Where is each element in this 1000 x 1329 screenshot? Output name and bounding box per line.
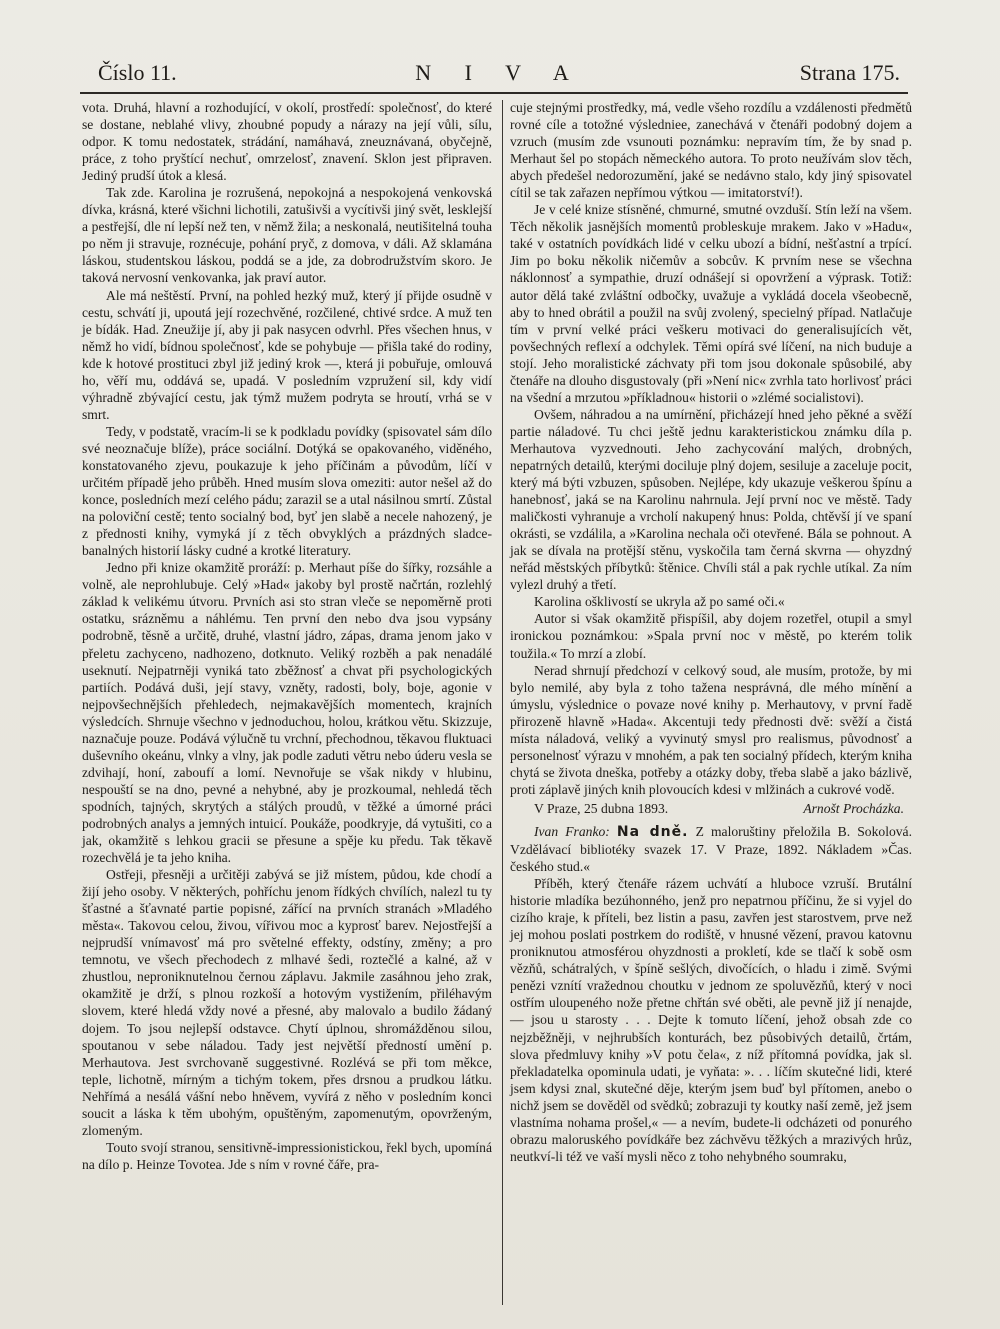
bleed-through-shadow bbox=[520, 1308, 900, 1314]
paragraph: Nerad shrnují předchozí v celkový soud, ale musím, protože, by mi bylo nemilé, aby byla z toho tažena nesprávná, dle mého mínění a úmyslu, výslednice o povaze nové knihy p. Merhautovy, v první řadě přirozeně hlavně »Hada«. Akcentuji tedy přednosti dvě: svěží a čistá místa náladová, veliký a vyvinutý smysl pro realismus, původnosť a personelnosť výrazu v mnohém, a pak ten socialný přídech, kterým kniha chytá se života dneška, potřeby a otázky doby, třeba slabě a jako bázlivě, proti záplavě jiných knih plovoucích kdesi v mlžinách a cukrové vodě. bbox=[510, 662, 912, 797]
review-heading bbox=[510, 823, 912, 875]
paragraph: Tedy, v podstatě, vracím-li se k podkladu povídky (spisovatel sám dílo své neoznačuje blíže), práce sociální. Dotýká se opakovaného, viděného, konstatovaného zjevu, poukazuje k jeho příčinám a původům, líčí v určitém případě jeho průběh. Hned musím slova omeziti: autor nešel až do konce, posledních mezí celého pádu; zarazil se a utal násilnou smrtí. Zůstal na poloviční cestě; tento socialný bod, byť jen slabě a necele nahozený, je z přednosti knihy, vymyká jí z těch obvyklých a prázdných sladce-banalných historií lásky cudné a krotké literatury. bbox=[82, 423, 492, 559]
paragraph: Touto svojí stranou, sensitivně-impressionistickou, řekl bych, upomíná na dílo p. Heinze Tovotea. Jde s ním v rovné čáře, pra- bbox=[82, 1139, 492, 1172]
header-rule bbox=[80, 92, 908, 94]
paragraph: vota. Druhá, hlavní a rozhodující, v okolí, prostředí: společnosť, do které se dostane, neblahé vlivy, zhoubné popudy a nárazy na její vůli, sílu, odpor. K tomu nedostatek, strádání, namáhavá, zneuznávaná, obyčejně, práce, z toho pryštící nechuť, omrzelosť, znavení. Sklon jest připraven. Jediný prudší útok a klesá. bbox=[82, 100, 492, 184]
paragraph: Ostřeji, přesněji a určitěji zabývá se již místem, půdou, kde chodí a žijí jeho osoby. V některých, pohříchu jenom řídkých chvílích, nalezl tu ty šťastné a šťavnaté partie popisné, zářící na prvních stranách »Mladého města«. Takovou celou, živou, vířivou moc a kyprosť barev. Nejostřejší a nejprudší vnímavosť má pro světelné effekty, odstíny, změny; a pro temnotu, ve všech přechodech z mlhavé šedi, roztečlé a kalné, až v zhustlou, neproniknutelnou černou záplavu. Jakmile zasáhnou jeho zrak, okamžitě je drží, s plnou rozkoší a hotovým vystižením, přiléhavým slovem, které hledá vždy nové a přesné, aby malovalo a budilo žádaný dojem. To jsou nejlepší odstavce. Chytí úplnou, shromážděnou silou, spoutanou v sebe náladou. Tady jest největší předností umění p. Merhautova. Jest svrchovaně suggestivné. Rozlévá se při tom měkce, teple, lichotně, mírným a tichým tokem, přes drsnou a prudkou látku. Nehřímá a nesálá vášní nebo hněvem, vyvírá z něho v posledním konci soucit a láska k těm ubohým, opuštěným, zapomenutým, opovrženým, zlomeným. bbox=[82, 867, 492, 1138]
signature-place-date: V Praze, 25 dubna 1893. bbox=[534, 800, 669, 816]
page-number: Strana 175. bbox=[799, 60, 900, 85]
paragraph: Je v celé knize stísněné, chmurné, smutné ovzduší. Stín leží na všem. Těch několik jasnějších momentů probleskuje mrakem. Jako v »Hadu«, také v ostatních povídkách lidé v celku ubozí a bídní, nešťastní a trpící. Jim po boku několik ničemův a sobcův. K prvním nese se všechna náklonnosť a sympathie, druzí odnášejí si opovržení a výprask. Totiž: autor dělá také zvláštní odbočky, uvažuje a vykládá docela všeobecně, aby to hned obrátil a použil na svůj zvolený, specielný případ. Natlačuje tím v první velké práci veškeru motivaci do generalisujících vět, povšechných reflexí a odchylek. Těmi opírá své líčení, na nich buduje a stojí. Jeho moralistické záchvaty při tom jsou dokonale spůsobilé, aby čtenáře na dlouho disgustovaly (při »Není nic« zvrhla tato horlivosť práci na všední a mrzutou »příkladnou« historii o »zlémé socialistovi). bbox=[510, 202, 912, 405]
article-signature bbox=[510, 800, 912, 817]
paragraph: Ovšem, náhradou a na umírnění, přicházejí hned jeho pěkné a svěží partie náladové. Tu chci ještě jednu karakteristickou známku díla p. Merhautova vyzvednouti. Jeho zachycování malých, drobných, nepatrných detailů, kterými dociluje plný dojem, sesiluje a zaceluje pocit, který má býti vzbuzen, spůsoben. Nejlépe, kdy ukazuje veškerou špínu a hanebnosť, jaká se na Karolinu nahrnula. Její první noc ve městě. Tady maličkosti vyhranuje a vrcholí nakupený hnus: Polda, chtěvší jí ve spaní okrásti, se vzdálila, a »Karolina nechala oči otevřené. Bála se pohnout. A jak se dívala na protější stěnu, vyskočila tam černá skvrna — ohyzdný neřád městských příbytků: štěnice. Chvíli stál a pak rychle utíkal. Za ním vylezl druhý a třetí. bbox=[510, 406, 912, 593]
right-column bbox=[510, 99, 912, 1165]
paragraph: cuje stejnými prostředky, má, vedle všeho rozdílu a vzdálenosti předmětů rovné cíle a totožné výsledniee, zanechává v čtenáři podobný dojem a vzruch (musím zde vsunouti poznámku: nepravím tím, že by snad p. Merhaut šel po stopách německého autora. To proto neužívám slov těch, abych předešel nedorozumění, jaké se nedávno stalo, kdy jiný spisovatel cítil se tak zařazen nepřímou výtkou — imitatorství!). bbox=[510, 100, 912, 201]
review-title: Na dně. bbox=[616, 823, 689, 840]
paragraph: Jedno při knize okamžitě proráží: p. Merhaut píše do šířky, rozsáhle a volně, ale neprohlubuje. Celý »Had« jakoby byl prostě načrtán, rozlehlý základ k velikému útvoru. Prvních asi sto stran vleče se nepoměrně proti ostatku, srázněmu a náhlému. Ten první den nebo dva jsou vypsány podrobně, těsně a určitě, druhé, vlastní jádro, zápas, drama jenom jako v přeletu zachyceno, nadhozeno, dotknuto. Veliký rozběh a pak nenadálé useknutí. Nejpatrněji vyniká tato zběžnosť a chvat při psychologických partiích. Podává duši, její stavy, vzněty, radosti, boly, boje, agonie v nejpovšechnějších přehledech, nejmakavějších momentech, krajních výsledcích. Shrnuje všechno v jednoduchou, holou, krátkou větu. Skizzuje, naznačuje pouze. Podává výlučně tu vrchní, přechodnou, těkavou fluktuaci duševního okeánu, vlnky a vlny, jak podle zaduti větru nebo úderu vesla se zdvihají, honí, zaboufí a lomí. Nevnořuje se však nikdy v hlubinu, nespouští se na dno, pevné a nehybné, aby je prozkoumal, nehledá těch spodních, tajných, skrytých a stálých proudů, v těžké a úmorné práci podrobných analys a jemných intuicí. Poukáže, poodkryje, dá vytušiti, co a jak, okamžitě s lehkou gracii se přesune a spěje ku předu. Tak těkavě rozechvělá je ta jeho kniha. bbox=[82, 560, 492, 866]
journal-title: N I V A bbox=[415, 60, 583, 85]
paragraph: Autor si však okamžitě přispíšil, aby dojem rozetřel, otupil a smyl ironickou poznámkou: »Spala první noc v městě, po kterém tolik toužila.« To mrzí a zlobí. bbox=[510, 611, 912, 661]
review-paragraph: Příběh, který čtenáře rázem uchvátí a hluboce vzruší. Brutální historie mladíka bezúhonného, jenž pro nepatrnou příčinu, že si vyjel do cizího kraje, k příteli, bez listin a pasu, zavřen jest starostvem, prve než jej mohou poslati postrkem do rodiště, v hnusné vězení, pravou katovnu proniknutou atmosférou ohyzdnosti a prokletí, kde se tlačí k sobě osm vězňů, schátralých, v špíně sešlých, divočících, o hladu i zimě. Svými penězi vznítí vražednou choutku v jednom ze spoluvězňů, který v noci ostřím uloupeného nože přetne chřtán své oběti, ale pevně již jí nenajde, — jsou u starosty . . . Dejte k tomuto líčení, jehož obsah zde co nejzběžněji, v nejhrubších konturách, bez působivých detailů, črtám, slova předmluvy knihy »V potu čela«, z níž přítomná povídka, jak sl. překladatelka opominula udati, je vyňata: ». . . líčím skutečné lidi, které jsem kdysi znal, skutečné děje, kterým jsem buď byl přítomen, anebo o nichž jsem se dověděl od svědků; zobrazuji ty koutky naší země, jež jsem vlastníma nohama prošel,« — a nevím, budete-li odcházeti od ponurého obrazu maloruského povídkáře bez záchvěvu těžkých a mrazivých hrůz, neutkví-li též ve vaší mysli něco z toho nehybného soumraku, bbox=[510, 876, 912, 1164]
issue-number: Číslo 11. bbox=[98, 60, 177, 85]
paragraph: Tak zde. Karolina je rozrušená, nepokojná a nespokojená venkovská dívka, krásná, které všichni lichotili, zatušivši a vycítivši jiný svět, lesklejší a pestřejší, dle ní lepší než ten, v němž žila; a neskonalá, neutišitelná touha po něm ji stravuje, roznécuje, pohání pryč, z domova, v dáli. Až sklamána láskou, studentskou láskou, poddá se a jde, za dobrodružstvím skoro. Je taková nervosní venkovanka, jak praví autor. bbox=[82, 185, 493, 286]
review-publication: Z maloruštiny přeložila B. Sokolová. Vzdělávací bibliotéky svazek 17. V Praze, 1892. Nákladem »Čas. českého stud.« bbox=[510, 823, 912, 875]
paragraph: Karolina ošklivostí se ukryla až po samé oči.« bbox=[534, 594, 785, 610]
column-divider bbox=[502, 100, 503, 1305]
left-column bbox=[82, 99, 492, 1173]
review-author: Ivan Franko: bbox=[534, 823, 610, 839]
paragraph: Ale má neštěstí. První, na pohled hezký muž, který jí přijde osudně v cestu, schvátí ji, upoutá její rozechvěné, rozčilené, chtivé srdce. A muž ten je bídák. Had. Zneužije jí, aby ji pak nasycen odvrhl. Přes všechen hnus, v němž ho vidí, bídnou společnosť, kde se pohybuje — přišla také do rodiny, kde k hotové prostituci zbyl již jediný krok —, která ji pobuřuje, omlouvá ho, věří mu, oddává se, upadá. V posledním vzpružení sil, kdy vidí výhradně zbývající cestu, jak týmž mužem podryta se hroutí, vrhá se v smrt. bbox=[82, 287, 492, 422]
signature-author: Arnošt Procházka. bbox=[803, 800, 904, 816]
